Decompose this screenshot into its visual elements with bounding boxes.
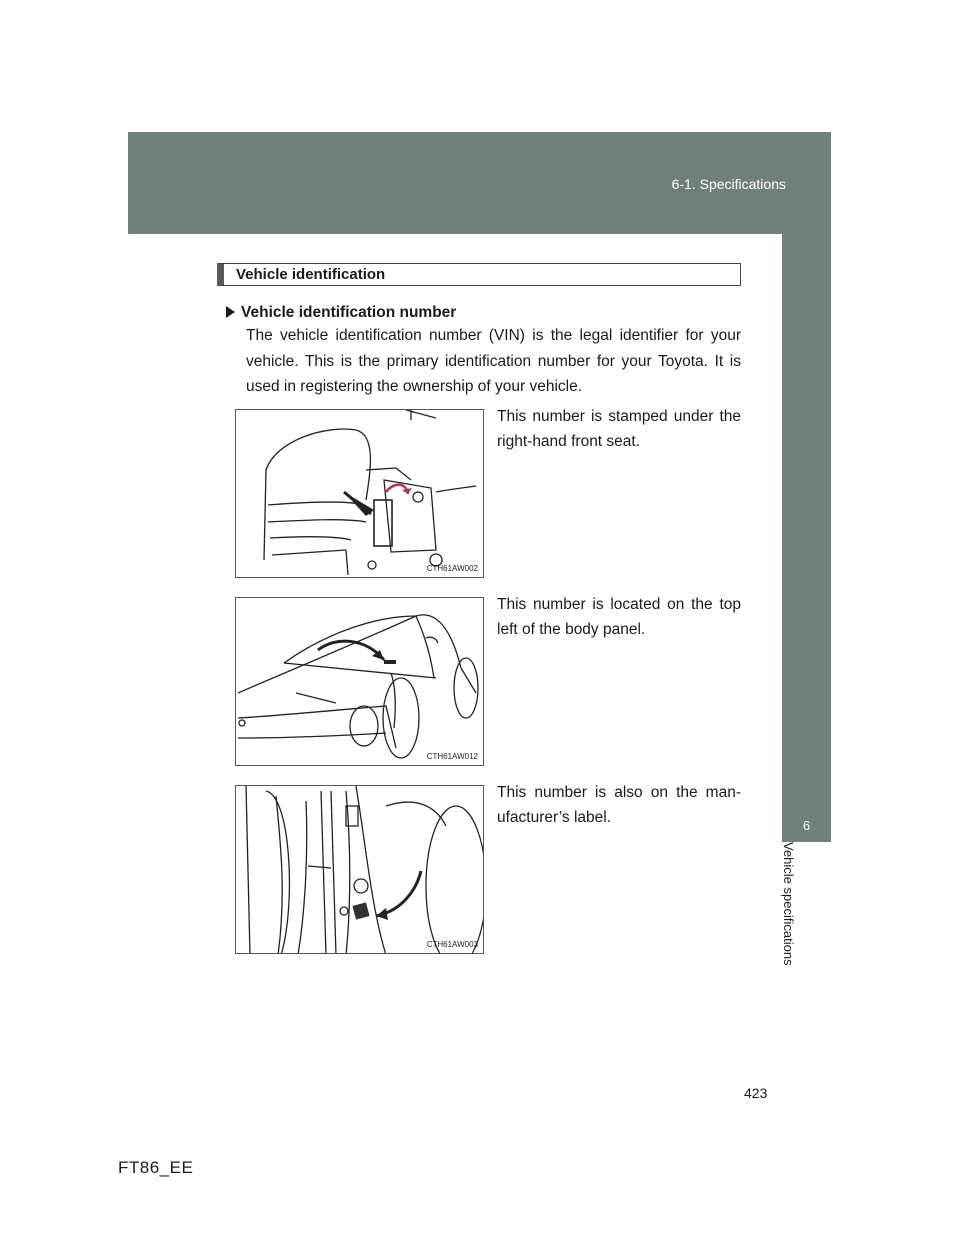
door-pillar-illustration (236, 786, 484, 954)
page-number: 423 (744, 1085, 768, 1101)
figure-caption: This number is also on the man-ufacturer’s label. (497, 784, 741, 826)
figure-label (235, 785, 484, 954)
body-paragraph: The vehicle identification number (VIN) is the legal identifier for your vehicle. This is the primary identification number for your Toyota. It is used in registering the ownership of your vehicle. (246, 327, 741, 395)
subheading (226, 304, 456, 322)
car-illustration (236, 598, 484, 766)
seat-illustration (236, 410, 484, 578)
bullet-triangle-icon (226, 306, 235, 318)
subheading-text: Vehicle identification number (241, 304, 457, 321)
chapter-number: 6 (802, 818, 811, 833)
figure-code: CTH61AW003 (426, 940, 478, 949)
figure-caption: This number is located on the top left of the body panel. (497, 596, 741, 638)
document-code: FT86_EE (118, 1158, 194, 1177)
header-band (128, 132, 831, 234)
chapter-label: Vehicle specifications (781, 842, 796, 966)
section-heading: Vehicle identification (217, 263, 741, 286)
figure-car (235, 597, 484, 766)
figure-code: CTH61AW002 (426, 564, 478, 573)
figure-code: CTH61AW012 (426, 752, 478, 761)
chapter-tab (782, 234, 831, 842)
figure-seat (235, 409, 484, 578)
figure-caption: This number is stamped under the right-hand front seat. (497, 408, 741, 450)
section-label: 6-1. Specifications (671, 176, 786, 192)
